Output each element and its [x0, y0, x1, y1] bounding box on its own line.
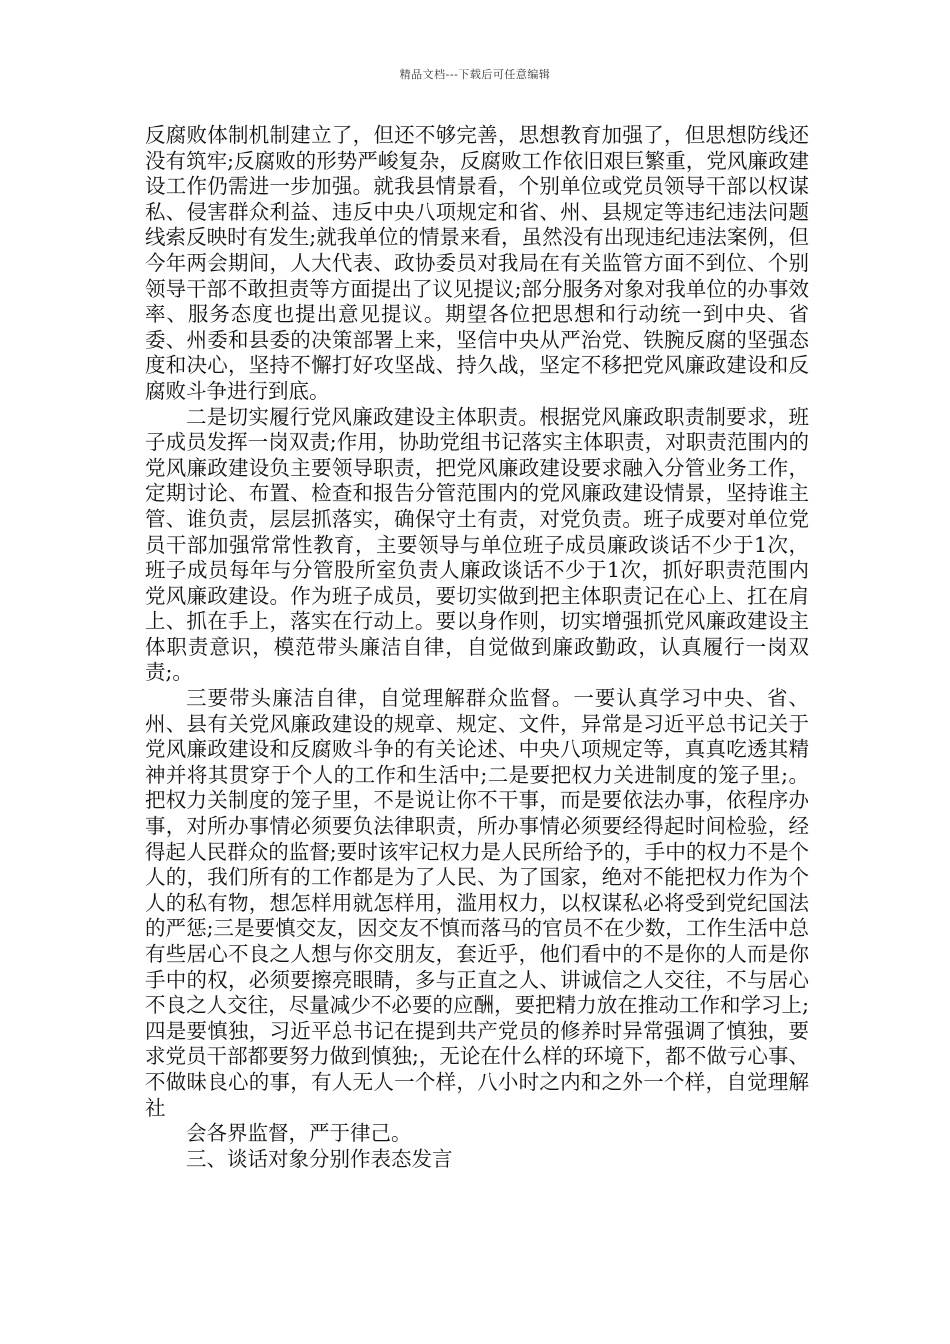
paragraph-anticorruption-situation: 反腐败体制机制建立了，但还不够完善，思想教育加强了，但思想防线还没有筑牢;反腐败的形势严峻复杂，反腐败工作依旧艰巨繁重，党风廉政建设工作仍需进一步加强。就我县情景看，个别单位或党员领导干部以权谋私、侵害群众利益、违反中央八项规定和省、州、县规定等违纪违法问题线索反映时有发生;就我单位的情景来看，虽然没有出现违纪违法案例，但今年两会期间，人大代表、政协委员对我局在有关监管方面不到位、个别领导干部不敢担责等方面提出了议见提议;部分服务对象对我单位的办事效率、服务态度也提出意见提议。期望各位把思想和行动统一到中央、省委、州委和县委的决策部署上来，坚信中央从严治党、铁腕反腐的坚强态度和决心，坚持不懈打好攻坚战、持久战，坚定不移把党风廉政建设和反腐败斗争进行到底。 — [145, 123, 809, 403]
document-body — [145, 123, 809, 1172]
section-heading-statements: 三、谈话对象分别作表态发言 — [186, 1146, 453, 1171]
paragraph-supervision-continuation: 会各界监督，严于律己。 — [186, 1121, 412, 1146]
paragraph-point-three-self-discipline: 三要带头廉洁自律，自觉理解群众监督。一要认真学习中央、省、州、县有关党风廉政建设的规章、规定、文件，异常是习近平总书记关于党风廉政建设和反腐败斗争的有关论述、中央八项规定等，真真吃透其精神并将其贯穿于个人的工作和生活中;二是要把权力关进制度的笼子里;。把权力关制度的笼子里，不是说让你不干事，而是要依法办事，依程序办事，对所办事情必须要负法律职责，所办事情必须要经得起时间检验，经得起人民群众的监督;要时该牢记权力是人民所给予的，手中的权力不是个人的，我们所有的工作都是为了人民、为了国家，绝对不能把权力作为个人的私有物，想怎样用就怎样用，滥用权力，以权谋私必将受到党纪国法的严惩;三是要慎交友，因交友不慎而落马的官员不在少数，工作生活中总有些居心不良之人想与你交朋友，套近乎，他们看中的不是你的人而是你手中的权，必须要擦亮眼睛，多与正直之人、讲诚信之人交往，不与居心不良之人交往，尽量减少不必要的应酬，要把精力放在推动工作和学习上;四是要慎独，习近平总书记在提到共产党员的修养时异常强调了慎独，要求党员干部都要努力做到慎独;，无论在什么样的环境下，都不做亏心事、不做昧良心的事，有人无人一个样，八小时之内和之外一个样，自觉理解社 — [145, 686, 809, 1120]
page-header: 精品文档---下载后可任意编辑 — [399, 68, 551, 81]
paragraph-point-two-responsibility: 二是切实履行党风廉政建设主体职责。根据党风廉政职责制要求，班子成员发挥一岗双责;作用，协助党组书记落实主体职责，对职责范围内的党风廉政建设负主要领导职责，把党风廉政建设要求融入分管业务工作，定期讨论、布置、检查和报告分管范围内的党风廉政建设情景，坚持谁主管、谁负责，层层抓落实，确保守土有责，对党负责。班子成要对单位党员干部加强常常性教育，主要领导与单位班子成员廉政谈话不少于1次，班子成员每年与分管股所室负责人廉政谈话不少于1次，抓好职责范围内党风廉政建设。作为班子成员，要切实做到把主体职责记在心上、扛在肩上、抓在手上，落实在行动上。要以身作则，切实增强抓党风廉政建设主体职责意识，模范带头廉洁自律，自觉做到廉政勤政，认真履行一岗双责;。 — [145, 404, 809, 685]
